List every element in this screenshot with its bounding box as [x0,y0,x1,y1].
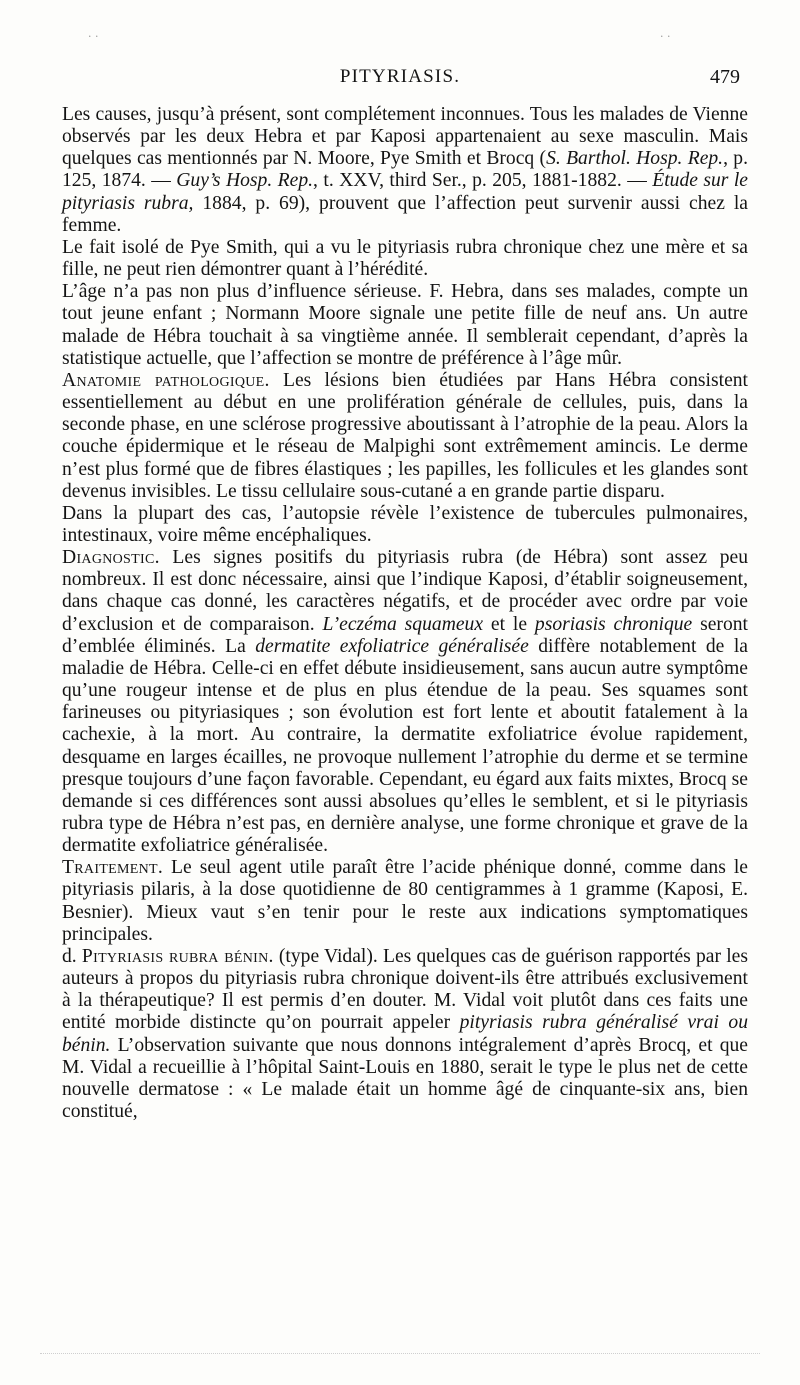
italic-run: L’eczéma squameux [322,613,484,635]
section-heading: Diagnostic. [62,547,160,569]
text-run: Les lésions bien étudiées par Hans Hébra consistent essentiellement au début en une prolifération générale de cellules, puis, dans la seconde phase, en une sclérose progressive aboutissant à l’atrophie de la peau. Alors la couche épidermique et le réseau de Malpighi sont extrêmement amincis. Le derme n’est plus formé que de fibres élastiques ; les papilles, les follicules et les glandes sont devenus invisibles. Le tissu cellulaire sous-cutané a en grande partie disparu. [62,369,749,502]
text-run: , p. 125, 1874. — [62,148,748,192]
italic-run: pityriasis rubra généralisé vrai ou bénin. [62,1012,748,1056]
text-run: Les causes, jusqu’à présent, sont complétement inconnues. Tous les malades de Vienne observés par les deux Hebra et par Kaposi appartenaient au sexe masculin. Mais quelques cas mentionnés par N. Moore, Pye Smith et Brocq ( [62,104,748,170]
text-run: L’âge n’a pas non plus d’influence sérieuse. F. Hebra, dans ses malades, compte un tout jeune enfant ; Normann Moore signale une petite fille de neuf ans. Un autre malade de Hébra touchait à sa vingtième année. Il semblerait cependant, d’après la statistique actuelle, que l’affection se montre de préférence à l’âge mûr. [62,281,748,369]
paragraph-diagnostic [62,547,748,857]
text-run: (type Vidal). Les quelques cas de guérison rapportés par les auteurs à propos du pityriasis rubra chronique doivent-ils être attribués exclusivement à la thérapeutique? Il est permis d’en douter. M. Vidal voit plutôt dans ces faits une entité morbide distincte qu’on pourrait appeler [62,945,748,1034]
page-number: 479 [710,66,740,88]
text-run: Le seul agent utile paraît être l’acide phénique donné, comme dans le pityriasis pilaris, à la dose quotidienne de 80 centigrammes à 1 gramme (Kaposi, E. Besnier). Mieux vaut s’en tenir pour le reste aux indications symptomatiques principales. [62,857,748,945]
text-run: Les signes positifs du pityriasis rubra (de Hébra) sont assez peu nombreux. Il est donc nécessaire, ainsi que l’indique Kaposi, d’établir soigneusement, dans chaque cas donné, les caractères négatifs, et de procéder avec ordre par voie d’exclusion et de comparaison. [62,547,748,635]
scan-speck: · · [88,30,99,43]
running-title: PITYRIASIS. [339,66,461,87]
paragraph-anatomie-pathologique [62,370,748,503]
text-run: , t. XXV, third Ser., p. 205, 1881-1882. — [313,170,653,192]
section-heading: Pityriasis rubra bénin. [81,945,274,967]
bottom-rule [40,1353,760,1354]
text-run: Le fait isolé de Pye Smith, qui a vu le pityriasis rubra chronique chez une mère et sa fille, ne peut rien démontrer quant à l’hérédité. [62,236,748,281]
paragraph-traitement [62,857,748,946]
text-run: diffère notablement de la maladie de Hébra. Celle-ci en effet débute insidieusement, sans aucun autre symptôme qu’une rougeur intense et de plus en plus étendue de la peau. Ses squames sont farineuses ou pityriasiques ; son évolution est fort lente et aboutit fatalement à la cachexie, à la mort. Au contraire, la dermatite exfoliatrice évolue rapidement, desquame en larges écailles, ne provoque nullement l’atrophie du derme et se termine presque toujours d’une façon favorable. Cependant, eu égard aux faits mixtes, Brocq se demande si ces différences sont aussi absolues qu’elles le semblent, et si le pityriasis rubra type de Hébra n’est pas, en dernière analyse, une forme chronique et grave de la dermatite exfoliatrice généralisée. [62,635,748,857]
text-run: Dans la plupart des cas, l’autopsie révèle l’existence de tubercules pulmonaires, intestinaux, voire même encéphaliques. [62,502,748,546]
text-run: d. [62,945,82,967]
italic-run: dermatite exfoliatrice généralisée [255,635,529,657]
paragraph-causes [62,104,748,237]
paragraph-autopsie [62,503,748,547]
body-text [62,104,748,1123]
italic-run: psoriasis chronique [534,613,693,635]
section-heading: Anatomie pathologique. [62,369,270,391]
text-run: 1884, p. 69), prouvent que l’affection peut survenir aussi chez la femme. [62,192,748,236]
scan-speck: · · [660,30,671,43]
paragraph-heredite [62,237,748,281]
italic-run: Étude sur le pityriasis rubra, [62,170,748,214]
italic-run: S. Barthol. Hosp. Rep. [546,148,724,170]
paragraph-age [62,281,748,370]
text-run: et le [483,613,535,635]
text-run: L’observation suivante que nous donnons intégralement d’après Brocq, et que M. Vidal a recueillie à l’hôpital Saint-Louis en 1880, serait le type le plus net de cette nouvelle dermatose : « Le malade était un homme âgé de cinquante-six ans, bien constitué, [62,1034,748,1123]
paragraph-pityriasis-rubra-benin [62,946,748,1123]
section-heading: Traitement. [62,857,164,879]
italic-run: Guy’s Hosp. Rep. [176,170,314,192]
page-header [60,66,740,96]
text-run: seront d’emblée éliminés. La [62,613,748,657]
